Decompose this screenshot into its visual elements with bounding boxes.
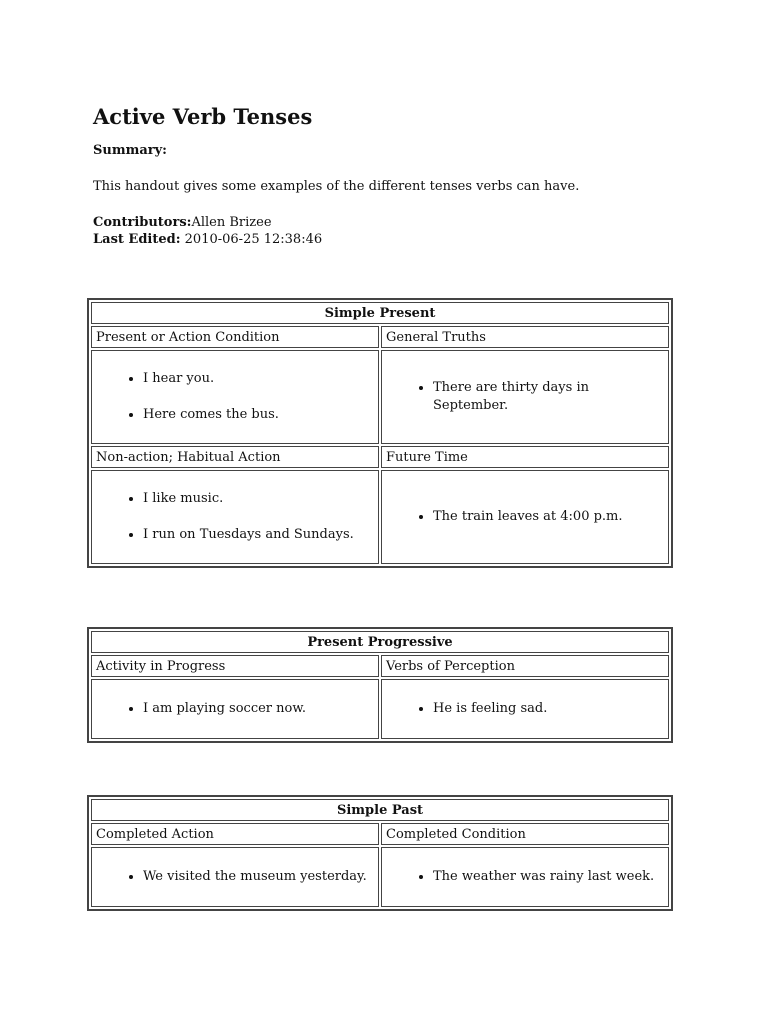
examples-cell xyxy=(91,470,379,564)
examples-cell xyxy=(91,350,379,444)
example-item: • The train leaves at 4:00 p.m. xyxy=(433,508,664,526)
category-header: Verbs of Perception xyxy=(381,655,669,677)
contributors-line xyxy=(93,214,683,231)
simple-past-table xyxy=(87,795,673,911)
category-header: Completed Action xyxy=(91,823,379,845)
example-list xyxy=(386,379,664,415)
examples-cell xyxy=(91,847,379,907)
example-list xyxy=(386,868,664,886)
example-item: • I run on Tuesdays and Sundays. xyxy=(143,526,374,544)
category-header: Non-action; Habitual Action xyxy=(91,446,379,468)
examples-cell xyxy=(381,350,669,444)
example-list xyxy=(386,508,664,526)
category-header: Completed Condition xyxy=(381,823,669,845)
category-header: General Truths xyxy=(381,326,669,348)
last-edited-label: Last Edited: xyxy=(93,232,181,247)
example-item: • There are thirty days in September. xyxy=(433,379,664,415)
example-item: • The weather was rainy last week. xyxy=(433,868,664,886)
example-item: • I am playing soccer now. xyxy=(143,700,374,718)
page-title: Active Verb Tenses xyxy=(93,104,313,129)
summary-text: This handout gives some examples of the different tenses verbs can have. xyxy=(93,179,580,194)
example-item: • He is feeling sad. xyxy=(433,700,664,718)
examples-cell xyxy=(381,679,669,739)
category-header: Activity in Progress xyxy=(91,655,379,677)
table-title: Present Progressive xyxy=(91,631,669,653)
example-item: • Here comes the bus. xyxy=(143,406,374,424)
examples-cell xyxy=(91,679,379,739)
examples-cell xyxy=(381,847,669,907)
category-header: Future Time xyxy=(381,446,669,468)
example-item: • I hear you. xyxy=(143,370,374,388)
example-list xyxy=(386,700,664,718)
contributors-value: Allen Brizee xyxy=(191,215,272,230)
example-list xyxy=(96,868,374,886)
example-item: • We visited the museum yesterday. xyxy=(143,868,374,886)
document-body xyxy=(93,104,683,248)
example-item: • I like music. xyxy=(143,490,374,508)
example-list xyxy=(96,370,374,424)
present-progressive-table xyxy=(87,627,673,743)
category-header: Present or Action Condition xyxy=(91,326,379,348)
table-title: Simple Past xyxy=(91,799,669,821)
simple-present-table xyxy=(87,298,673,568)
last-edited-line xyxy=(93,231,683,248)
contributors-label: Contributors: xyxy=(93,215,192,230)
last-edited-value: 2010-06-25 12:38:46 xyxy=(184,232,323,247)
examples-cell xyxy=(381,470,669,564)
table-title: Simple Present xyxy=(91,302,669,324)
example-list xyxy=(96,490,374,544)
summary-label: Summary: xyxy=(93,143,167,158)
example-list xyxy=(96,700,374,718)
